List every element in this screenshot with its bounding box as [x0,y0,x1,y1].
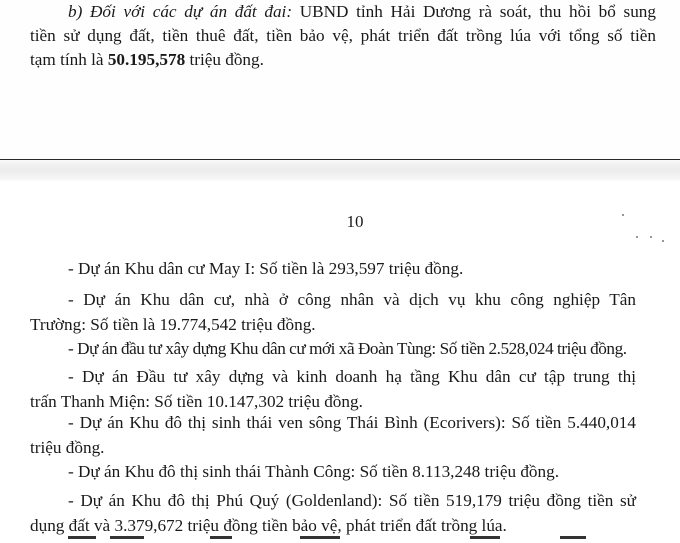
total-amount: 50.195,578 [107,50,186,69]
list-item: - Dự án đầu tư xây dựng Khu dân cư mới xã Đoàn Tùng: Số tiền 2.528,024 triệu đồng. [68,339,627,358]
page-number: 10 [346,212,364,231]
list-item: - Dự án Khu dân cư, nhà ở công nhân và dịch vụ khu công nghiệp Tân Trường: Số tiền là 19.774,542 triệu đồng. [30,290,636,334]
list-item: - Dự án Khu đô thị sinh thái Thành Công: Số tiền 8.113,248 triệu đồng. [68,462,560,481]
paragraph-line-1: b) Đối với các dự án đất đai: UBND tỉnh Hải Dương rà soát, thu hồi bổ sung [68,2,656,21]
paragraph-line-3: tạm tính là 50.195,578 triệu đồng. [30,50,264,69]
scan-speck [650,236,652,238]
scan-speck [662,240,664,242]
cut-off-next-line [0,534,680,543]
paragraph-line-2: tiền sử dụng đất, tiền thuê đất, tiền bảo vệ, phát triển đất trồng lúa với tổng số tiền [30,26,656,45]
section-label: b) Đối với các dự án đất đai: [68,2,293,21]
list-item: - Dự án Khu đô thị sinh thái ven sông Thái Bình (Ecorivers): Số tiền 5.440,014 triệu đồng. [30,413,636,457]
list-item: - Dự án Khu đô thị Phú Quý (Goldenland): Số tiền 519,179 triệu đồng tiền sử dụng đất và 3.379,672 triệu đồng tiền bảo vệ, phát triển đất trồng lúa. [30,491,636,535]
scan-speck [636,236,638,238]
list-item: - Dự án Khu dân cư May I: Số tiền là 293,597 triệu đồng. [68,259,464,278]
page-break-shadow [0,160,680,182]
land-projects-paragraph [30,0,656,72]
list-item: - Dự án Đầu tư xây dựng và kinh doanh hạ tầng Khu dân cư tập trung thị trấn Thanh Miện: Số tiền 10.147,302 triệu đồng. [30,367,636,411]
